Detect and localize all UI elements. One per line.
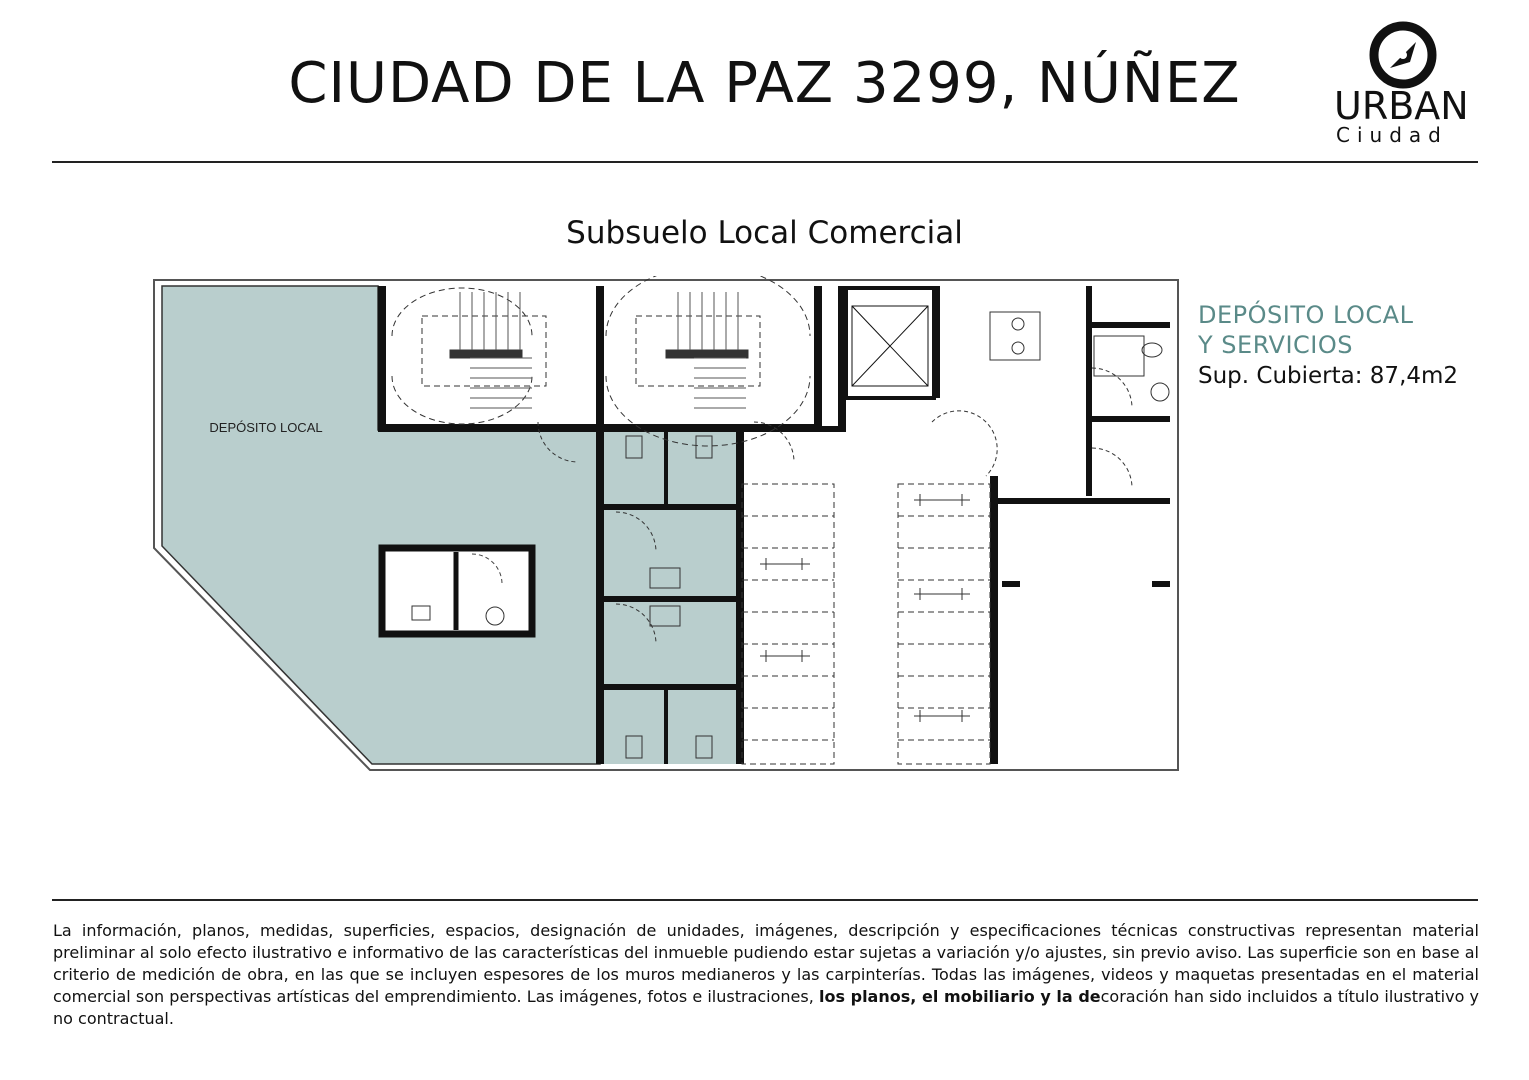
header-divider — [52, 161, 1478, 163]
service-fixtures — [932, 312, 1169, 488]
legal-disclaimer — [53, 920, 1479, 1030]
floor-plan — [150, 276, 1182, 776]
disclaimer-text-bold: los planos, el mobiliario y la de — [818, 987, 1101, 1006]
unit-name-line1: DEPÓSITO LOCAL — [1198, 301, 1414, 329]
parking-bays — [742, 484, 990, 764]
room-label-deposit: DEPÓSITO LOCAL — [209, 420, 323, 435]
stairs-1 — [392, 288, 546, 424]
unit-area: Sup. Cubierta: 87,4m2 — [1198, 363, 1459, 389]
disclaimer-text-end: coración han sido incluidos a título ilustrativo y no contractual. — [53, 987, 1479, 1028]
logo-subtitle: Ciudad — [1336, 123, 1448, 147]
unit-name-line2: Y SERVICIOS — [1198, 331, 1354, 359]
plan-subtitle: Subsuelo Local Comercial — [566, 215, 963, 251]
unit-info — [1198, 300, 1518, 392]
logo-wordmark: URBAN — [1334, 84, 1469, 128]
elevator — [846, 288, 934, 398]
bike-racks — [760, 494, 970, 722]
footer-divider — [52, 899, 1478, 901]
disclaimer-text-start: La información, planos, medidas, superficies, espacios, designación de unidades, imágenes, descripción y especificaciones técnicas constructivas representan material preliminar al solo efecto ilustrativo e informativo de las características del inmueble pudiendo estar sujetas a variación y/o ajustes, sin previo aviso. Las superficie son en base al criterio de medición de obra, en las que se incluyen espesores de los muros medianeros y las carpinterías. Todas las imágenes, videos y maquetas presentadas en el material comercial son perspectivas artísticas del emprendimiento. Las imágenes, fotos e ilustraciones, — [53, 921, 1479, 1006]
stairs-2 — [606, 276, 810, 446]
page-title: CIUDAD DE LA PAZ 3299, NÚÑEZ — [288, 51, 1241, 116]
